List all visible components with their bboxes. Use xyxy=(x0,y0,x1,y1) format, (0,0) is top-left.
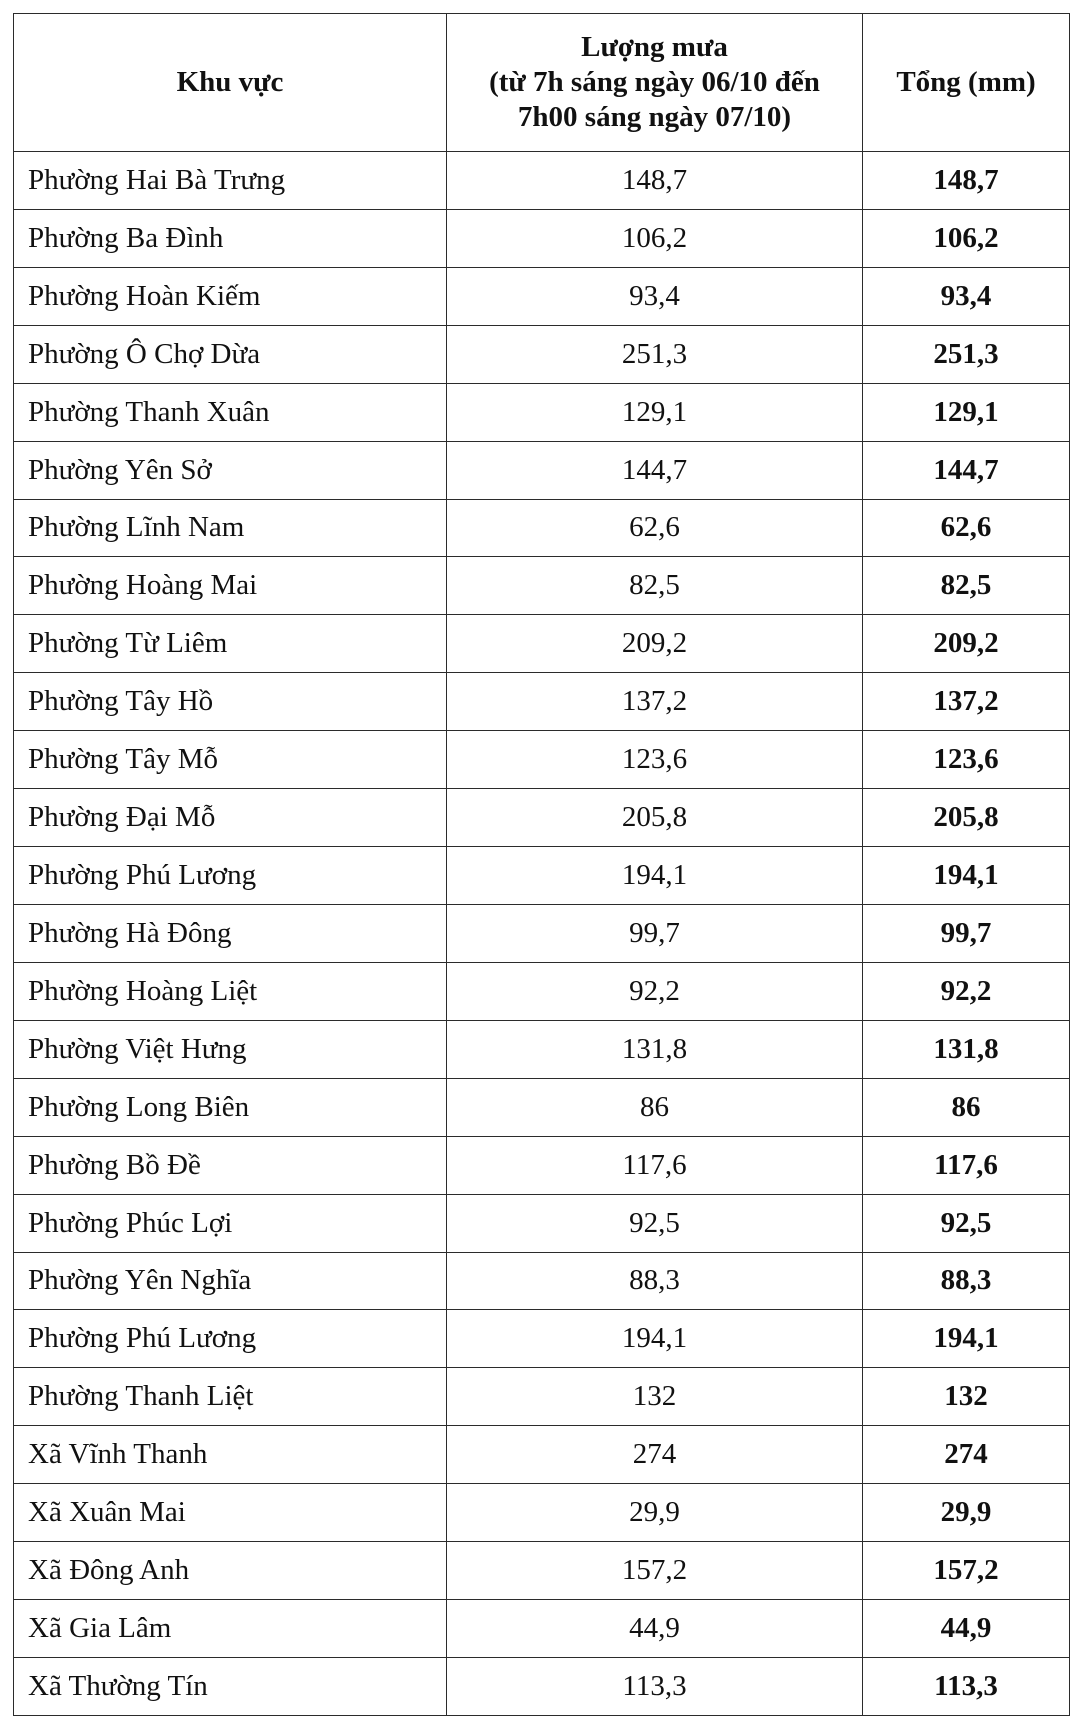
area-cell: Phường Ô Chợ Dừa xyxy=(14,325,447,383)
total-cell: 129,1 xyxy=(863,383,1070,441)
total-cell: 99,7 xyxy=(863,904,1070,962)
rainfall-table-container xyxy=(13,13,1069,1716)
area-cell: Xã Thường Tín xyxy=(14,1657,447,1715)
area-cell: Phường Lĩnh Nam xyxy=(14,499,447,557)
header-rainfall-line-1: Lượng mưa xyxy=(581,31,728,63)
table-body xyxy=(14,152,1070,1716)
total-cell: 117,6 xyxy=(863,1136,1070,1194)
rainfall-cell: 251,3 xyxy=(447,325,863,383)
rainfall-cell: 44,9 xyxy=(447,1600,863,1658)
area-cell: Phường Từ Liêm xyxy=(14,615,447,673)
rainfall-table xyxy=(13,13,1070,1716)
rainfall-cell: 157,2 xyxy=(447,1542,863,1600)
total-cell: 62,6 xyxy=(863,499,1070,557)
area-cell: Phường Yên Sở xyxy=(14,441,447,499)
total-cell: 137,2 xyxy=(863,673,1070,731)
header-total: Tổng (mm) xyxy=(863,14,1070,152)
total-cell: 113,3 xyxy=(863,1657,1070,1715)
rainfall-cell: 88,3 xyxy=(447,1252,863,1310)
table-row xyxy=(14,847,1070,905)
header-rainfall-line-2: (từ 7h sáng ngày 06/10 đến xyxy=(489,66,820,98)
table-row xyxy=(14,1136,1070,1194)
table-row xyxy=(14,962,1070,1020)
total-cell: 209,2 xyxy=(863,615,1070,673)
rainfall-cell: 132 xyxy=(447,1368,863,1426)
area-cell: Phường Hoàn Kiếm xyxy=(14,267,447,325)
total-cell: 157,2 xyxy=(863,1542,1070,1600)
area-cell: Phường Bồ Đề xyxy=(14,1136,447,1194)
total-cell: 29,9 xyxy=(863,1484,1070,1542)
total-cell: 93,4 xyxy=(863,267,1070,325)
rainfall-cell: 274 xyxy=(447,1426,863,1484)
total-cell: 123,6 xyxy=(863,731,1070,789)
rainfall-cell: 209,2 xyxy=(447,615,863,673)
area-cell: Phường Đại Mỗ xyxy=(14,789,447,847)
total-cell: 194,1 xyxy=(863,1310,1070,1368)
table-row xyxy=(14,731,1070,789)
rainfall-cell: 92,2 xyxy=(447,962,863,1020)
area-cell: Xã Vĩnh Thanh xyxy=(14,1426,447,1484)
area-cell: Phường Thanh Liệt xyxy=(14,1368,447,1426)
area-cell: Phường Hai Bà Trưng xyxy=(14,152,447,210)
total-cell: 88,3 xyxy=(863,1252,1070,1310)
table-row xyxy=(14,673,1070,731)
total-cell: 106,2 xyxy=(863,209,1070,267)
header-rainfall xyxy=(447,14,863,152)
table-row xyxy=(14,789,1070,847)
table-row xyxy=(14,1078,1070,1136)
table-row xyxy=(14,557,1070,615)
total-cell: 131,8 xyxy=(863,1020,1070,1078)
table-row xyxy=(14,1426,1070,1484)
rainfall-cell: 137,2 xyxy=(447,673,863,731)
rainfall-cell: 99,7 xyxy=(447,904,863,962)
table-row xyxy=(14,904,1070,962)
header-area: Khu vực xyxy=(14,14,447,152)
rainfall-cell: 62,6 xyxy=(447,499,863,557)
total-cell: 82,5 xyxy=(863,557,1070,615)
table-row xyxy=(14,615,1070,673)
area-cell: Phường Phú Lương xyxy=(14,1310,447,1368)
area-cell: Phường Long Biên xyxy=(14,1078,447,1136)
area-cell: Phường Ba Đình xyxy=(14,209,447,267)
table-row xyxy=(14,1368,1070,1426)
total-cell: 92,2 xyxy=(863,962,1070,1020)
rainfall-cell: 194,1 xyxy=(447,1310,863,1368)
table-header-row xyxy=(14,14,1070,152)
total-cell: 148,7 xyxy=(863,152,1070,210)
area-cell: Phường Hoàng Mai xyxy=(14,557,447,615)
table-row xyxy=(14,1600,1070,1658)
area-cell: Xã Xuân Mai xyxy=(14,1484,447,1542)
area-cell: Phường Hà Đông xyxy=(14,904,447,962)
total-cell: 44,9 xyxy=(863,1600,1070,1658)
table-row xyxy=(14,499,1070,557)
table-row xyxy=(14,152,1070,210)
rainfall-cell: 129,1 xyxy=(447,383,863,441)
rainfall-cell: 205,8 xyxy=(447,789,863,847)
table-row xyxy=(14,383,1070,441)
table-row xyxy=(14,1194,1070,1252)
area-cell: Phường Tây Mỗ xyxy=(14,731,447,789)
area-cell: Phường Phúc Lợi xyxy=(14,1194,447,1252)
total-cell: 144,7 xyxy=(863,441,1070,499)
table-row xyxy=(14,441,1070,499)
rainfall-cell: 82,5 xyxy=(447,557,863,615)
table-row xyxy=(14,209,1070,267)
table-row xyxy=(14,1657,1070,1715)
rainfall-cell: 117,6 xyxy=(447,1136,863,1194)
rainfall-cell: 29,9 xyxy=(447,1484,863,1542)
area-cell: Xã Đông Anh xyxy=(14,1542,447,1600)
rainfall-cell: 106,2 xyxy=(447,209,863,267)
table-row xyxy=(14,1252,1070,1310)
rainfall-cell: 92,5 xyxy=(447,1194,863,1252)
total-cell: 132 xyxy=(863,1368,1070,1426)
total-cell: 86 xyxy=(863,1078,1070,1136)
area-cell: Phường Việt Hưng xyxy=(14,1020,447,1078)
area-cell: Phường Yên Nghĩa xyxy=(14,1252,447,1310)
area-cell: Xã Gia Lâm xyxy=(14,1600,447,1658)
rainfall-cell: 148,7 xyxy=(447,152,863,210)
table-row xyxy=(14,325,1070,383)
total-cell: 194,1 xyxy=(863,847,1070,905)
rainfall-cell: 86 xyxy=(447,1078,863,1136)
table-row xyxy=(14,1310,1070,1368)
total-cell: 274 xyxy=(863,1426,1070,1484)
area-cell: Phường Hoàng Liệt xyxy=(14,962,447,1020)
area-cell: Phường Tây Hồ xyxy=(14,673,447,731)
rainfall-cell: 113,3 xyxy=(447,1657,863,1715)
rainfall-cell: 131,8 xyxy=(447,1020,863,1078)
rainfall-cell: 194,1 xyxy=(447,847,863,905)
total-cell: 251,3 xyxy=(863,325,1070,383)
table-row xyxy=(14,1020,1070,1078)
rainfall-cell: 93,4 xyxy=(447,267,863,325)
total-cell: 205,8 xyxy=(863,789,1070,847)
rainfall-cell: 123,6 xyxy=(447,731,863,789)
table-row xyxy=(14,267,1070,325)
header-rainfall-line-3: 7h00 sáng ngày 07/10) xyxy=(517,101,792,133)
table-row xyxy=(14,1484,1070,1542)
total-cell: 92,5 xyxy=(863,1194,1070,1252)
rainfall-cell: 144,7 xyxy=(447,441,863,499)
area-cell: Phường Thanh Xuân xyxy=(14,383,447,441)
area-cell: Phường Phú Lương xyxy=(14,847,447,905)
table-row xyxy=(14,1542,1070,1600)
